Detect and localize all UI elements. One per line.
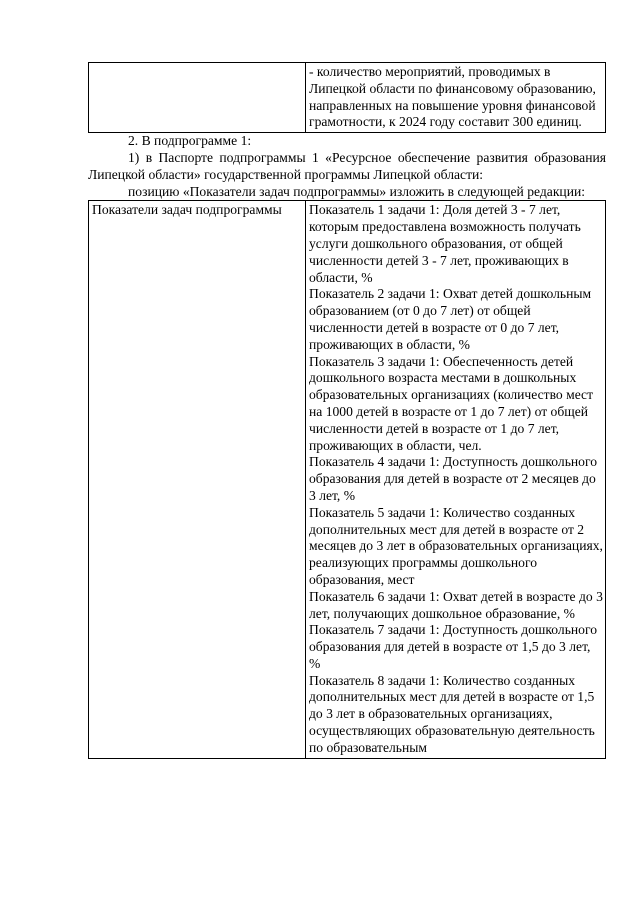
indicator-item: Показатель 4 задачи 1: Доступность дошкольного образования для детей в возрасте от 2 месяцев до 3 лет, %: [309, 454, 597, 503]
indicator-item: Показатель 2 задачи 1: Охват детей дошкольным образованием (от 0 до 7 лет) от общей численности детей в возрасте от 0 до 7 лет, проживающих в области, %: [309, 286, 592, 352]
paragraph-position-instruction: позицию «Показатели задач подпрограммы» изложить в следующей редакции:: [128, 183, 586, 199]
indicator-item: Показатель 1 задачи 1: Доля детей 3 - 7 лет, которым предоставлена возможность получать услуги дошкольного образования, от общей численности детей 3 - 7 лет, проживающих в области, %: [309, 202, 581, 285]
indicator-item: Показатель 7 задачи 1: Доступность дошкольного образования для детей в возрасте от 1,5 до 3 лет, %: [309, 622, 597, 671]
paragraph-passport-intro: 1) в Паспорте подпрограммы 1 «Ресурсное обеспечение развития образования Липецкой области» государственной программы Липецкой области:: [88, 149, 606, 182]
indicator-item: Показатель 8 задачи 1: Количество созданных дополнительных мест для детей в возрасте от 1,5 до 3 лет в образовательных организациях, осуществляющих образовательную деятельность по образовательным: [309, 672, 595, 755]
indicators-label-cell: Показатели задач подпрограммы: [89, 201, 306, 758]
table-row: [89, 63, 606, 133]
indicator-item: Показатель 6 задачи 1: Охват детей в возрасте до 3 лет, получающих дошкольное образование, %: [309, 588, 603, 621]
top-table: [88, 62, 606, 133]
top-table-right-cell: - количество мероприятий, проводимых в Липецкой области по финансовому образованию, направленных на повышение уровня финансовой грамотности, к 2024 году составит 300 единиц.: [306, 63, 606, 133]
top-table-left-cell: [89, 63, 306, 133]
indicator-item: Показатель 5 задачи 1: Количество созданных дополнительных мест для детей в возрасте от 2 месяцев до 3 лет в образовательных организациях, реализующих программы дошкольного образования, мест: [309, 504, 603, 587]
indicator-item: Показатель 3 задачи 1: Обеспеченность детей дошкольного возраста местами в дошкольных образовательных организациях (количество мест на 1000 детей в возрасте от 1 до 7 лет) от общей численности детей в возрасте от 1 до 7 лет, проживающих в области, чел.: [309, 353, 594, 453]
indicators-list-cell: [306, 201, 606, 758]
document-page: [88, 62, 606, 759]
table-row: [89, 201, 606, 758]
paragraph-subprogram-heading: 2. В подпрограмме 1:: [128, 133, 252, 149]
indicators-table: [88, 200, 606, 758]
